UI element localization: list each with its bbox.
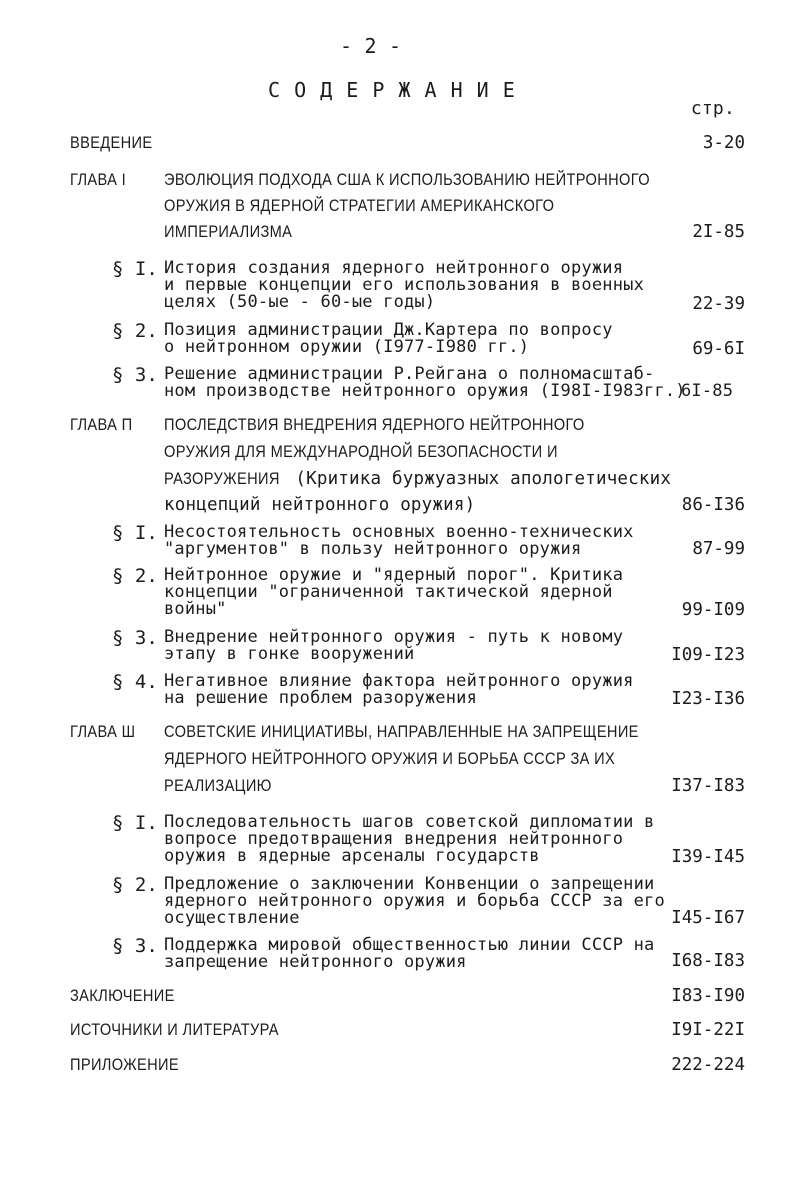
section-pages: I39-I45 [671, 847, 745, 867]
toc-entry-label: ЗАКЛЮЧЕНИЕ [70, 986, 175, 1005]
section-pages: 87-99 [692, 539, 745, 559]
section-number: § I. [112, 522, 158, 544]
chapter-title-line: ЯДЕРНОГО НЕЙТРОННОГО ОРУЖИЯ И БОРЬБА СССР ЗА ИХ [164, 749, 616, 768]
section-title-line: Нейтронное оружие и "ядерный порог". Критика [164, 565, 624, 585]
section-title-line: История создания ядерного нейтронного оружия [164, 258, 624, 278]
toc-entry-pages: I9I-22I [671, 1020, 745, 1040]
section-number: § 3. [112, 364, 158, 386]
chapter-title-line: концепций нейтронного оружия) [164, 495, 476, 515]
section-title-line: и первые концепции его использования в военных [164, 275, 645, 295]
section-title-line: целях (50-ые - 60-ые годы) [164, 292, 436, 312]
toc-entry-pages: I83-I90 [671, 986, 745, 1006]
section-title-line: Негативное влияние фактора нейтронного оружия [164, 671, 634, 691]
toc-entry-label: ИСТОЧНИКИ И ЛИТЕРАТУРА [70, 1020, 279, 1039]
chapter-title-line: ИМПЕРИАЛИЗМА [164, 222, 293, 241]
section-pages: 99-I09 [681, 600, 745, 620]
section-title-line: ном производстве нейтронного оружия (I98I-I983гг.) [164, 381, 686, 401]
section-number: § 2. [112, 320, 158, 342]
toc-entry-label: ПРИЛОЖЕНИЕ [70, 1055, 179, 1074]
section-title-line: вопросе предотвращения внедрения нейтронного [164, 829, 624, 849]
section-number: § 2. [112, 565, 158, 587]
section-title-line: Решение администрации Р.Рейгана о полномасштаб- [164, 364, 655, 384]
page-number: - 2 - [340, 34, 402, 58]
page-column-label: стр. [690, 98, 735, 119]
chapter-title-mixed-line [164, 469, 671, 489]
chapter-title-subtitle: (Критика буржуазных апологетических [284, 469, 672, 489]
chapter-pages: 86-I36 [681, 495, 745, 515]
section-number: § I. [112, 812, 158, 834]
chapter-pages: 2I-85 [692, 222, 745, 242]
section-pages: 22-39 [692, 294, 745, 314]
section-title-line: на решение проблем разоружения [164, 688, 478, 708]
toc-entry-pages: 3-20 [702, 133, 745, 153]
section-pages: I09-I23 [671, 645, 745, 665]
chapter-number: ГЛАВА Ш [70, 722, 136, 741]
section-title-line: этапу в гонке вооружений [164, 644, 415, 664]
section-title-line: Позиция администрации Дж.Картера по вопросу [164, 320, 613, 340]
section-number: § 3. [112, 935, 158, 957]
section-pages: I45-I67 [671, 908, 745, 928]
chapter-pages: I37-I83 [671, 776, 745, 796]
section-number: § 4. [112, 671, 158, 693]
section-title-line: оружия в ядерные арсеналы государств [164, 846, 540, 866]
toc-entry-label: ВВЕДЕНИЕ [70, 133, 153, 152]
section-pages: 6I-85 [681, 381, 734, 401]
section-title-line: Несостоятельность основных военно-технических [164, 522, 634, 542]
chapter-title-line: ОРУЖИЯ В ЯДЕРНОЙ СТРАТЕГИИ АМЕРИКАНСКОГО [164, 196, 555, 215]
section-title-line: Предложение о заключении Конвенции о запрещении [164, 874, 655, 894]
section-number: § 3. [112, 627, 158, 649]
section-pages: I23-I36 [671, 689, 745, 709]
section-title-line: Внедрение нейтронного оружия - путь к новому [164, 627, 624, 647]
section-number: § I. [112, 258, 158, 280]
section-title-line: запрещение нейтронного оружия [164, 952, 467, 972]
section-title-line: Последовательность шагов советской дипломатии в [164, 812, 655, 832]
chapter-title-line: РЕАЛИЗАЦИЮ [164, 776, 272, 795]
section-title-line: ядерного нейтронного оружия и борьба СССР за его [164, 891, 665, 911]
section-title-line: Поддержка мировой общественностью линии СССР на [164, 935, 655, 955]
chapter-number: ГЛАВА I [70, 170, 126, 189]
section-pages: 69-6I [692, 339, 745, 359]
section-title-line: о нейтронном оружии (I977-I980 гг.) [164, 337, 530, 357]
chapter-title-line: ОРУЖИЯ ДЛЯ МЕЖДУНАРОДНОЙ БЕЗОПАСНОСТИ И [164, 442, 558, 461]
chapter-title-line: ЭВОЛЮЦИЯ ПОДХОДА США К ИСПОЛЬЗОВАНИЮ НЕЙТРОННОГО [164, 170, 650, 189]
toc-entry-pages: 222-224 [671, 1055, 745, 1075]
section-title-line: "аргументов" в пользу нейтронного оружия [164, 539, 582, 559]
chapter-title-caps: РАЗОРУЖЕНИЯ [164, 469, 280, 488]
page-title: С О Д Е Р Ж А Н И Е [268, 78, 516, 102]
chapter-title-line: ПОСЛЕДСТВИЯ ВНЕДРЕНИЯ ЯДЕРНОГО НЕЙТРОННОГО [164, 415, 585, 434]
section-title-line: концепции "ограниченной тактической ядерной [164, 582, 613, 602]
chapter-number: ГЛАВА П [70, 415, 133, 434]
section-title-line: войны" [164, 599, 227, 619]
chapter-title-line: СОВЕТСКИЕ ИНИЦИАТИВЫ, НАПРАВЛЕННЫЕ НА ЗАПРЕЩЕНИЕ [164, 722, 639, 741]
section-title-line: осуществление [164, 908, 300, 928]
section-pages: I68-I83 [671, 951, 745, 971]
section-number: § 2. [112, 874, 158, 896]
